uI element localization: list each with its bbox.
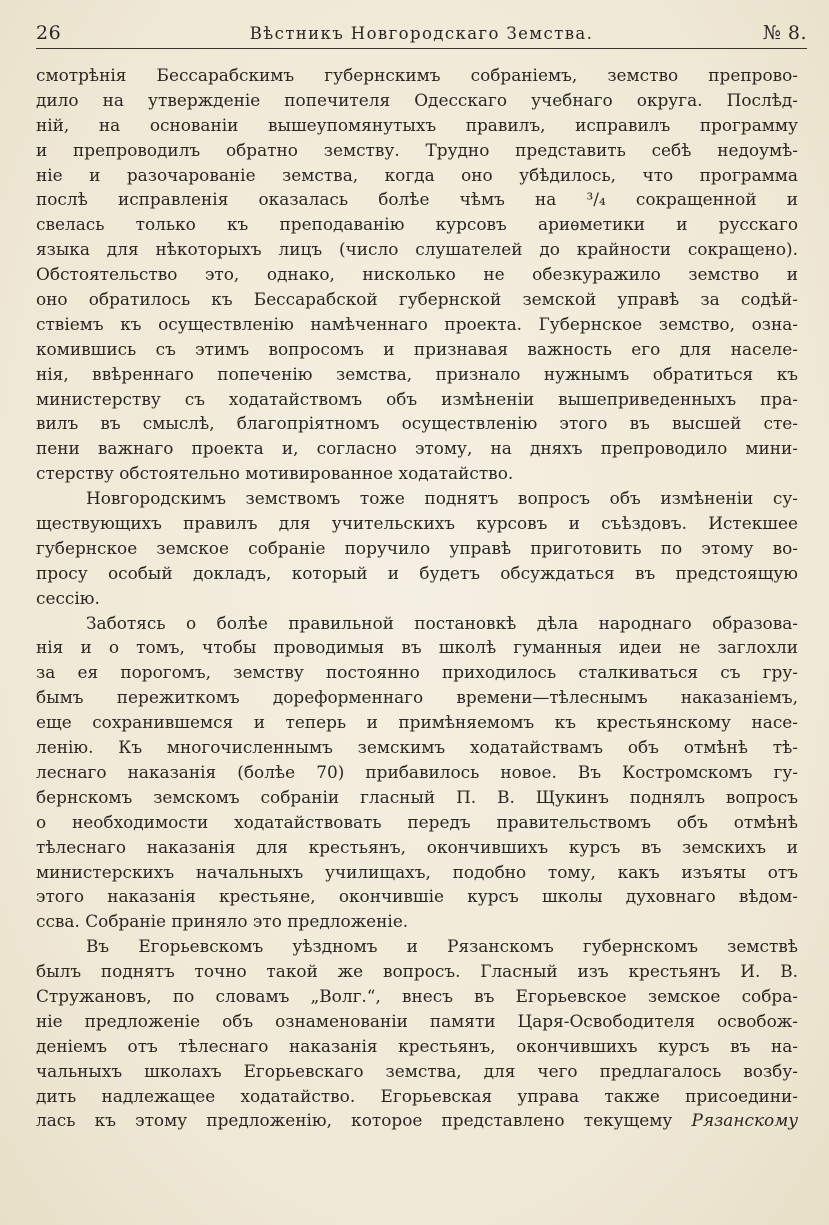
text-line: стерству обстоятельно мотивированное ходатайство. xyxy=(36,463,514,484)
text-line: Обстоятельство это, однако, нисколько не обезкуражило земство и xyxy=(36,264,798,285)
issue-number: № 8. xyxy=(762,22,807,44)
text-line: просу особый докладъ, который и будетъ обсуждаться въ предстоящую xyxy=(36,562,798,583)
text-line: губернское земское собраніе поручило управѣ приготовить по этому во- xyxy=(36,537,798,558)
paragraph xyxy=(36,486,798,610)
text-line: ссва. Собраніе приняло это предложеніе. xyxy=(36,911,409,932)
text-line: былъ поднятъ точно такой же вопросъ. Гласный изъ крестьянъ И. В. xyxy=(36,961,798,982)
text-line: Въ Егорьевскомъ уѣздномъ и Рязанскомъ губернскомъ земствѣ xyxy=(86,936,798,957)
text-line: послѣ исправленія оказалась болѣе чѣмъ на ³/₄ сокращенной и xyxy=(36,189,798,210)
text-line: этого наказанія крестьяне, окончившіе курсъ школы духовнаго вѣдом- xyxy=(36,886,798,907)
text-line: чальныхъ школахъ Егорьевскаго земства, для чего предлагалось возбу- xyxy=(36,1060,798,1081)
text-line: языка для нѣкоторыхъ лицъ (число слушателей до крайности сокращено). xyxy=(36,239,798,260)
text-line: ленію. Къ многочисленнымъ земскимъ ходатайствамъ объ отмѣнѣ тѣ- xyxy=(36,737,798,758)
text-line: ствіемъ къ осуществленію намѣченнаго проекта. Губернское земство, озна- xyxy=(36,313,798,334)
text-line: нія, ввѣреннаго попеченію земства, признало нужнымъ обратиться къ xyxy=(36,363,798,384)
text-line: свелась только къ преподаванію курсовъ ариѳметики и русскаго xyxy=(36,214,798,235)
journal-title: Вѣстникъ Новгородскаго Земства. xyxy=(249,24,594,43)
text-line: министерскихъ начальныхъ училищахъ, подобно тому, какъ изъяты отъ xyxy=(36,861,798,882)
paragraph xyxy=(36,934,798,1133)
text-line: лась къ этому предложенію, которое представлено текущему Рязанскому xyxy=(36,1110,798,1131)
text-line: пени важнаго проекта и, согласно этому, на дняхъ препроводило мини- xyxy=(36,438,798,459)
paragraph xyxy=(36,611,798,935)
text-line: Заботясь о болѣе правильной постановкѣ дѣла народнаго образова- xyxy=(86,612,798,633)
text-line: тѣлеснаго наказанія для крестьянъ, окончившихъ курсъ въ земскихъ и xyxy=(36,836,798,857)
page-number: 26 xyxy=(36,22,62,44)
header-rule xyxy=(36,48,807,49)
text-line: сессію. xyxy=(36,587,100,608)
text-line: бернскомъ земскомъ собраніи гласный П. В. Щукинъ поднялъ вопросъ xyxy=(36,786,798,807)
text-line: ніе предложеніе объ ознаменованіи памяти Царя-Освободителя освобож- xyxy=(36,1010,798,1031)
italic-word: Рязанскому xyxy=(691,1110,798,1131)
text-line: за ея порогомъ, земству постоянно приходилось сталкиваться съ гру- xyxy=(36,662,798,683)
text-line: дило на утвержденіе попечителя Одесскаго учебнаго округа. Послѣд- xyxy=(36,89,798,110)
text-line: деніемъ отъ тѣлеснаго наказанія крестьянъ, окончившихъ курсъ въ на- xyxy=(36,1035,798,1056)
text-line: Стружановъ, по словамъ „Волг.“, внесъ въ Егорьевское земское собра- xyxy=(36,985,798,1006)
text-line: оно обратилось къ Бессарабской губернской земской управѣ за содѣй- xyxy=(36,289,798,310)
text-line: ществующихъ правилъ для учительскихъ курсовъ и съѣздовъ. Истекшее xyxy=(36,513,798,534)
text-line: и препроводилъ обратно земству. Трудно представить себѣ недоумѣ- xyxy=(36,139,798,160)
text-line: министерству съ ходатайствомъ объ измѣненіи вышеприведенныхъ пра- xyxy=(36,388,798,409)
text-line: Новгородскимъ земствомъ тоже поднятъ вопросъ объ измѣненіи су- xyxy=(86,488,798,509)
text-line: смотрѣнія Бессарабскимъ губернскимъ собраніемъ, земство препрово- xyxy=(36,65,798,85)
text-line: ній, на основаніи вышеупомянутыхъ правилъ, исправилъ программу xyxy=(36,114,798,135)
article-body xyxy=(36,63,798,1133)
text-line: нія и о томъ, чтобы проводимыя въ школѣ гуманныя идеи не заглохли xyxy=(36,637,798,658)
text-line: комившись съ этимъ вопросомъ и признавая важность его для населе- xyxy=(36,338,798,359)
text-line: ніе и разочарованіе земства, когда оно убѣдилось, что программа xyxy=(36,164,798,185)
text-line: леснаго наказанія (болѣе 70) прибавилось новое. Въ Костромскомъ гу- xyxy=(36,761,798,782)
text-line: еще сохранившемся и теперь и примѣняемомъ къ крестьянскому насе- xyxy=(36,712,798,733)
paragraph xyxy=(36,63,798,486)
page-header xyxy=(36,18,807,48)
text-line: бымъ пережиткомъ дореформеннаго времени—тѣлеснымъ наказаніемъ, xyxy=(36,687,798,708)
text-line: о необходимости ходатайствовать передъ правительствомъ объ отмѣнѣ xyxy=(36,811,798,832)
text-line: вилъ въ смыслѣ, благопріятномъ осуществленію этого въ высшей сте- xyxy=(36,413,798,434)
text-line: дить надлежащее ходатайство. Егорьевская управа также присоедини- xyxy=(36,1085,798,1106)
